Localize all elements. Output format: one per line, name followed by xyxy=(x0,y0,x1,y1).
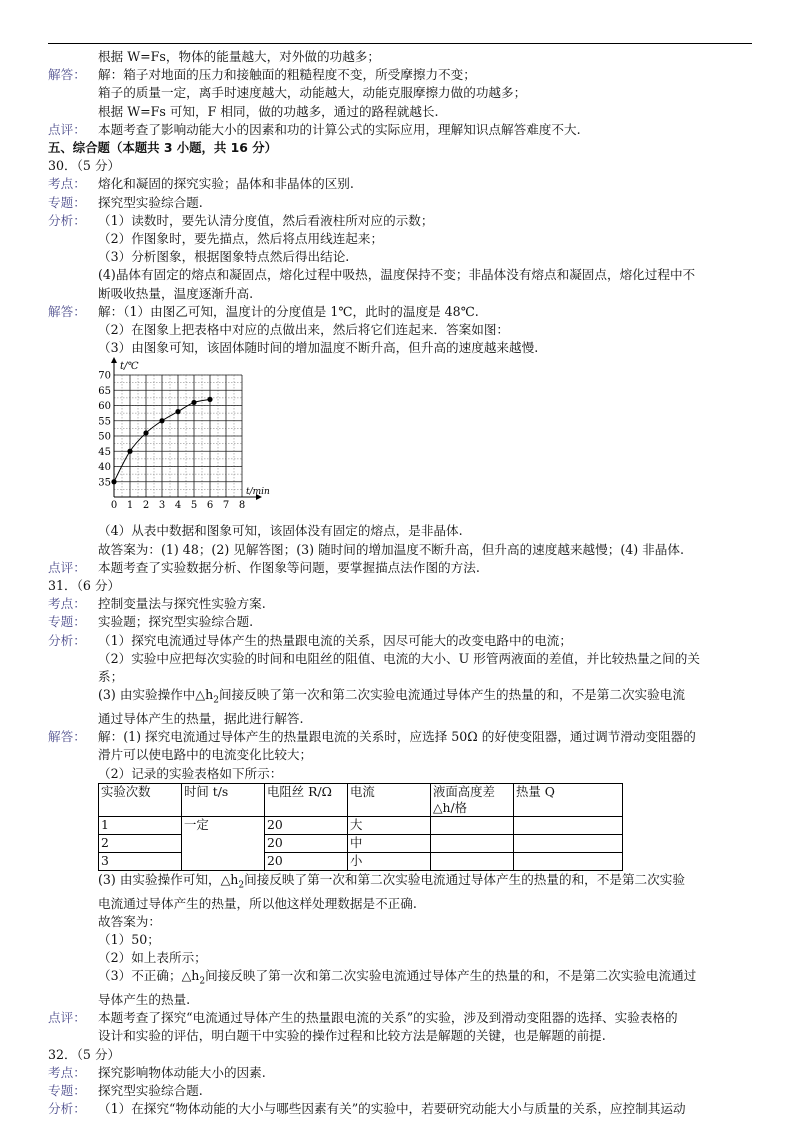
data-point xyxy=(159,419,164,424)
x-axis-label: t/min xyxy=(246,487,270,498)
table-cell: 中 xyxy=(348,834,431,852)
table-cell xyxy=(514,834,623,852)
text-line: 导体产生的热量. xyxy=(98,992,191,1008)
table-cell xyxy=(431,816,514,834)
zhuanti-label: 专题： xyxy=(48,614,86,630)
text-line: 断吸收热量，温度逐渐升高. xyxy=(98,285,254,301)
kaodian-label: 考点： xyxy=(48,176,86,192)
table-cell: 2 xyxy=(99,834,182,852)
text-line: 探究型实验综合题. xyxy=(98,194,203,210)
table-cell xyxy=(431,834,514,852)
y-tick-label: 35 xyxy=(98,477,111,489)
text-line: （2）作图象时，要先描点，然后将点用线连起来； xyxy=(98,231,384,247)
x-tick-label: 8 xyxy=(238,500,246,512)
x-tick-label: 3 xyxy=(158,500,166,512)
y-axis-arrow xyxy=(111,357,117,363)
fenxi-label: 分析： xyxy=(48,1101,86,1117)
text-line: 本题考查了影响动能大小的因素和功的计算公式的实际应用，理解知识点解答难度不大. xyxy=(98,121,581,137)
q30-fenxi xyxy=(48,212,756,303)
table-cell: 20 xyxy=(265,834,348,852)
y-tick-label: 40 xyxy=(98,462,111,474)
table-row xyxy=(99,816,623,834)
y-tick-label: 65 xyxy=(98,386,111,398)
text-line: （1）50； xyxy=(98,931,160,947)
text-line: 根据 W=Fs 可知，F 相同，做的功越多，通过的路程就越长. xyxy=(98,103,439,119)
text-line: 箱子的质量一定，离手时速度越大，动能越大，动能克服摩擦力做的功越多； xyxy=(98,85,527,101)
y-tick-label: 45 xyxy=(98,447,111,459)
table-cell: 1 xyxy=(99,816,182,834)
q30-header: 30．（5 分） xyxy=(48,158,121,174)
chart-svg xyxy=(92,357,292,522)
zhuanti-label: 专题： xyxy=(48,194,86,210)
x-tick-label: 0 xyxy=(110,500,118,512)
data-point xyxy=(175,409,180,414)
text-line: （2）实验中应把每次实验的时间和电阻丝的阻值、电流的大小、U 形管两液面的差值，并比较热量之间的关 xyxy=(98,650,700,666)
temperature-time-chart xyxy=(98,357,756,522)
table-header-cell: 时间 t/s xyxy=(182,783,265,816)
text-line: 解：(1) 探究电流通过导体产生的热量跟电流的关系时，应选择 50Ω 的好使变阻器，通过调节滑动变阻器的 xyxy=(98,729,696,745)
text-line: （1）探究电流通过导体产生的热量跟电流的关系，因尽可能大的改变电路中的电流； xyxy=(98,632,572,648)
experiment-table xyxy=(98,783,623,871)
q32-kaodian xyxy=(48,1064,756,1082)
jieda-label: 解答： xyxy=(48,303,86,319)
table-header-row xyxy=(99,783,623,816)
table-cell xyxy=(514,852,623,870)
text-line: 通过导体产生的热量，据此进行解答. xyxy=(98,711,304,726)
text-line: （2）记录的实验表格如下所示： xyxy=(98,765,283,781)
data-point xyxy=(143,431,148,436)
fenxi-label: 分析： xyxy=(48,212,86,228)
y-tick-label: 60 xyxy=(98,401,111,413)
table-cell xyxy=(514,816,623,834)
table-cell: 一定 xyxy=(182,816,265,870)
q31-zhuanti xyxy=(48,613,756,631)
text-line: 滑片可以使电路中的电流变化比较大； xyxy=(98,747,313,763)
answer-label: 解答： xyxy=(48,67,86,83)
q32-fenxi xyxy=(48,1100,756,1118)
q30-dianping xyxy=(48,559,756,577)
text-line: 控制变量法与探究性实验方案. xyxy=(98,596,266,612)
solution-content xyxy=(48,48,756,1118)
text-line: （2）在图象上把表格中对应的点做出来，然后将它们连起来．答案如图： xyxy=(98,322,510,338)
q32-header: 32．（5 分） xyxy=(48,1046,121,1062)
q30-zhuanti xyxy=(48,194,756,212)
q30-kaodian xyxy=(48,175,756,193)
text-line: 实验题；探究型实验综合题. xyxy=(98,614,254,630)
y-axis-label: t/℃ xyxy=(120,361,139,373)
data-point xyxy=(207,397,212,402)
comment-label: 点评： xyxy=(48,121,86,137)
table-header-cell: 实验次数 xyxy=(99,783,182,816)
dianping-label: 点评： xyxy=(48,1010,86,1026)
dianping-label: 点评： xyxy=(48,559,86,575)
table-cell: 大 xyxy=(348,816,431,834)
text-line: 探究影响物体动能大小的因素. xyxy=(98,1064,266,1080)
q29-comment xyxy=(48,121,756,139)
data-point xyxy=(191,400,196,405)
x-tick-label: 2 xyxy=(142,500,150,512)
y-tick-label: 55 xyxy=(98,416,111,428)
q30-jieda xyxy=(48,303,756,559)
x-tick-label: 1 xyxy=(126,500,134,512)
q31-jieda xyxy=(48,728,756,1009)
y-tick-label: 70 xyxy=(98,370,111,382)
q31-fenxi xyxy=(48,632,756,729)
text-line: （3）分析图象，根据图象特点然后得出结论. xyxy=(98,249,350,265)
text-line: （1）读数时，要先认清分度值，然后看液柱所对应的示数； xyxy=(98,212,434,228)
data-point xyxy=(127,449,132,454)
text-line: （2）如上表所示； xyxy=(98,950,207,966)
x-tick-label: 6 xyxy=(206,500,214,512)
text-line: 故答案为： xyxy=(98,913,161,929)
text-line: (3) 由实验操作可知，$\triangle h_2$间接反映了第一次和第二次实验电流通过导体产生的热量的和，不是第二次实验 xyxy=(98,871,685,891)
header-rule xyxy=(48,43,752,44)
text-line: 系； xyxy=(98,669,124,685)
text-line: （1）在探究“物体动能的大小与哪些因素有关”的实验中，若要研究动能大小与质量的关系，应控制其运动 xyxy=(98,1101,686,1117)
text-line: 解：箱子对地面的压力和接触面的粗糙程度不变，所受摩擦力不变； xyxy=(98,67,476,83)
text-line: (3) 由实验操作中$\triangle h_2$间接反映了第一次和第二次实验电流通过导体产生的热量的和，不是第二次实验电流 xyxy=(98,687,685,706)
kaodian-label: 考点： xyxy=(48,596,86,612)
text-line: （4）从表中数据和图象可知，该固体没有固定的熔点，是非晶体. xyxy=(98,523,463,539)
text-line: 本题考查了实验数据分析、作图象等问题，要掌握描点法作图的方法. xyxy=(98,559,480,575)
q29-answer xyxy=(48,66,756,121)
table-cell: 20 xyxy=(265,816,348,834)
text-line: （3）由图象可知，该固体随时间的增加温度不断升高，但升高的速度越来越慢. xyxy=(98,340,539,356)
q32-zhuanti xyxy=(48,1082,756,1100)
table-cell: 小 xyxy=(348,852,431,870)
table-row xyxy=(99,834,623,852)
y-tick-label: 50 xyxy=(98,431,111,443)
table-header-cell: 热量 Q xyxy=(514,783,623,816)
kaodian-label: 考点： xyxy=(48,1064,86,1080)
table-header-cell: 液面高度差△h/格 xyxy=(431,783,514,816)
text-line: 本题考查了探究“电流通过导体产生的热量跟电流的关系”的实验，涉及到滑动变阻器的选择、实验表格的 xyxy=(98,1010,678,1026)
x-tick-label: 4 xyxy=(174,500,182,512)
text-line: 解：（1）由图乙可知，温度计的分度值是 1℃，此时的温度是 48℃. xyxy=(98,303,479,319)
table-cell xyxy=(431,852,514,870)
table-row xyxy=(99,852,623,870)
table-cell: 20 xyxy=(265,852,348,870)
text-line: 电流通过导体产生的热量，所以他这样处理数据是不正确. xyxy=(98,895,417,911)
text-line: 熔化和凝固的探究实验；晶体和非晶体的区别. xyxy=(98,176,354,192)
text-line: 探究型实验综合题. xyxy=(98,1083,203,1099)
q29-analysis-line: 根据 W=Fs，物体的能量越大，对外做的功越多； xyxy=(98,49,380,64)
table-cell: 3 xyxy=(99,852,182,870)
table-header-cell: 电流 xyxy=(348,783,431,816)
fenxi-label: 分析： xyxy=(48,632,86,648)
q31-header: 31．（6 分） xyxy=(48,578,121,594)
text-line: (4)晶体有固定的熔点和凝固点，熔化过程中吸热，温度保持不变；非晶体没有熔点和凝固点，熔化过程中不 xyxy=(98,267,696,283)
zhuanti-label: 专题： xyxy=(48,1083,86,1099)
q31-dianping xyxy=(48,1009,756,1045)
data-point xyxy=(111,480,116,485)
x-tick-label: 7 xyxy=(222,500,230,512)
table-header-cell: 电阻丝 R/Ω xyxy=(265,783,348,816)
text-line: 设计和实验的评估，明白题干中实验的操作过程和比较方法是解题的关键，也是解题的前提. xyxy=(98,1028,606,1044)
section-title: 五、综合题（本题共 3 小题，共 16 分） xyxy=(48,140,277,156)
x-tick-label: 5 xyxy=(190,500,198,512)
text-line: （3）不正确；$\triangle h_2$间接反映了第一次和第二次实验电流通过导体产生的热量的和，不是第二次实验电流通过 xyxy=(98,968,697,987)
text-line: 故答案为：(1) 48；(2) 见解答图；(3) 随时间的增加温度不断升高，但升高的速度越来越慢；(4) 非晶体. xyxy=(98,541,684,557)
q31-kaodian xyxy=(48,595,756,613)
jieda-label: 解答： xyxy=(48,729,86,745)
